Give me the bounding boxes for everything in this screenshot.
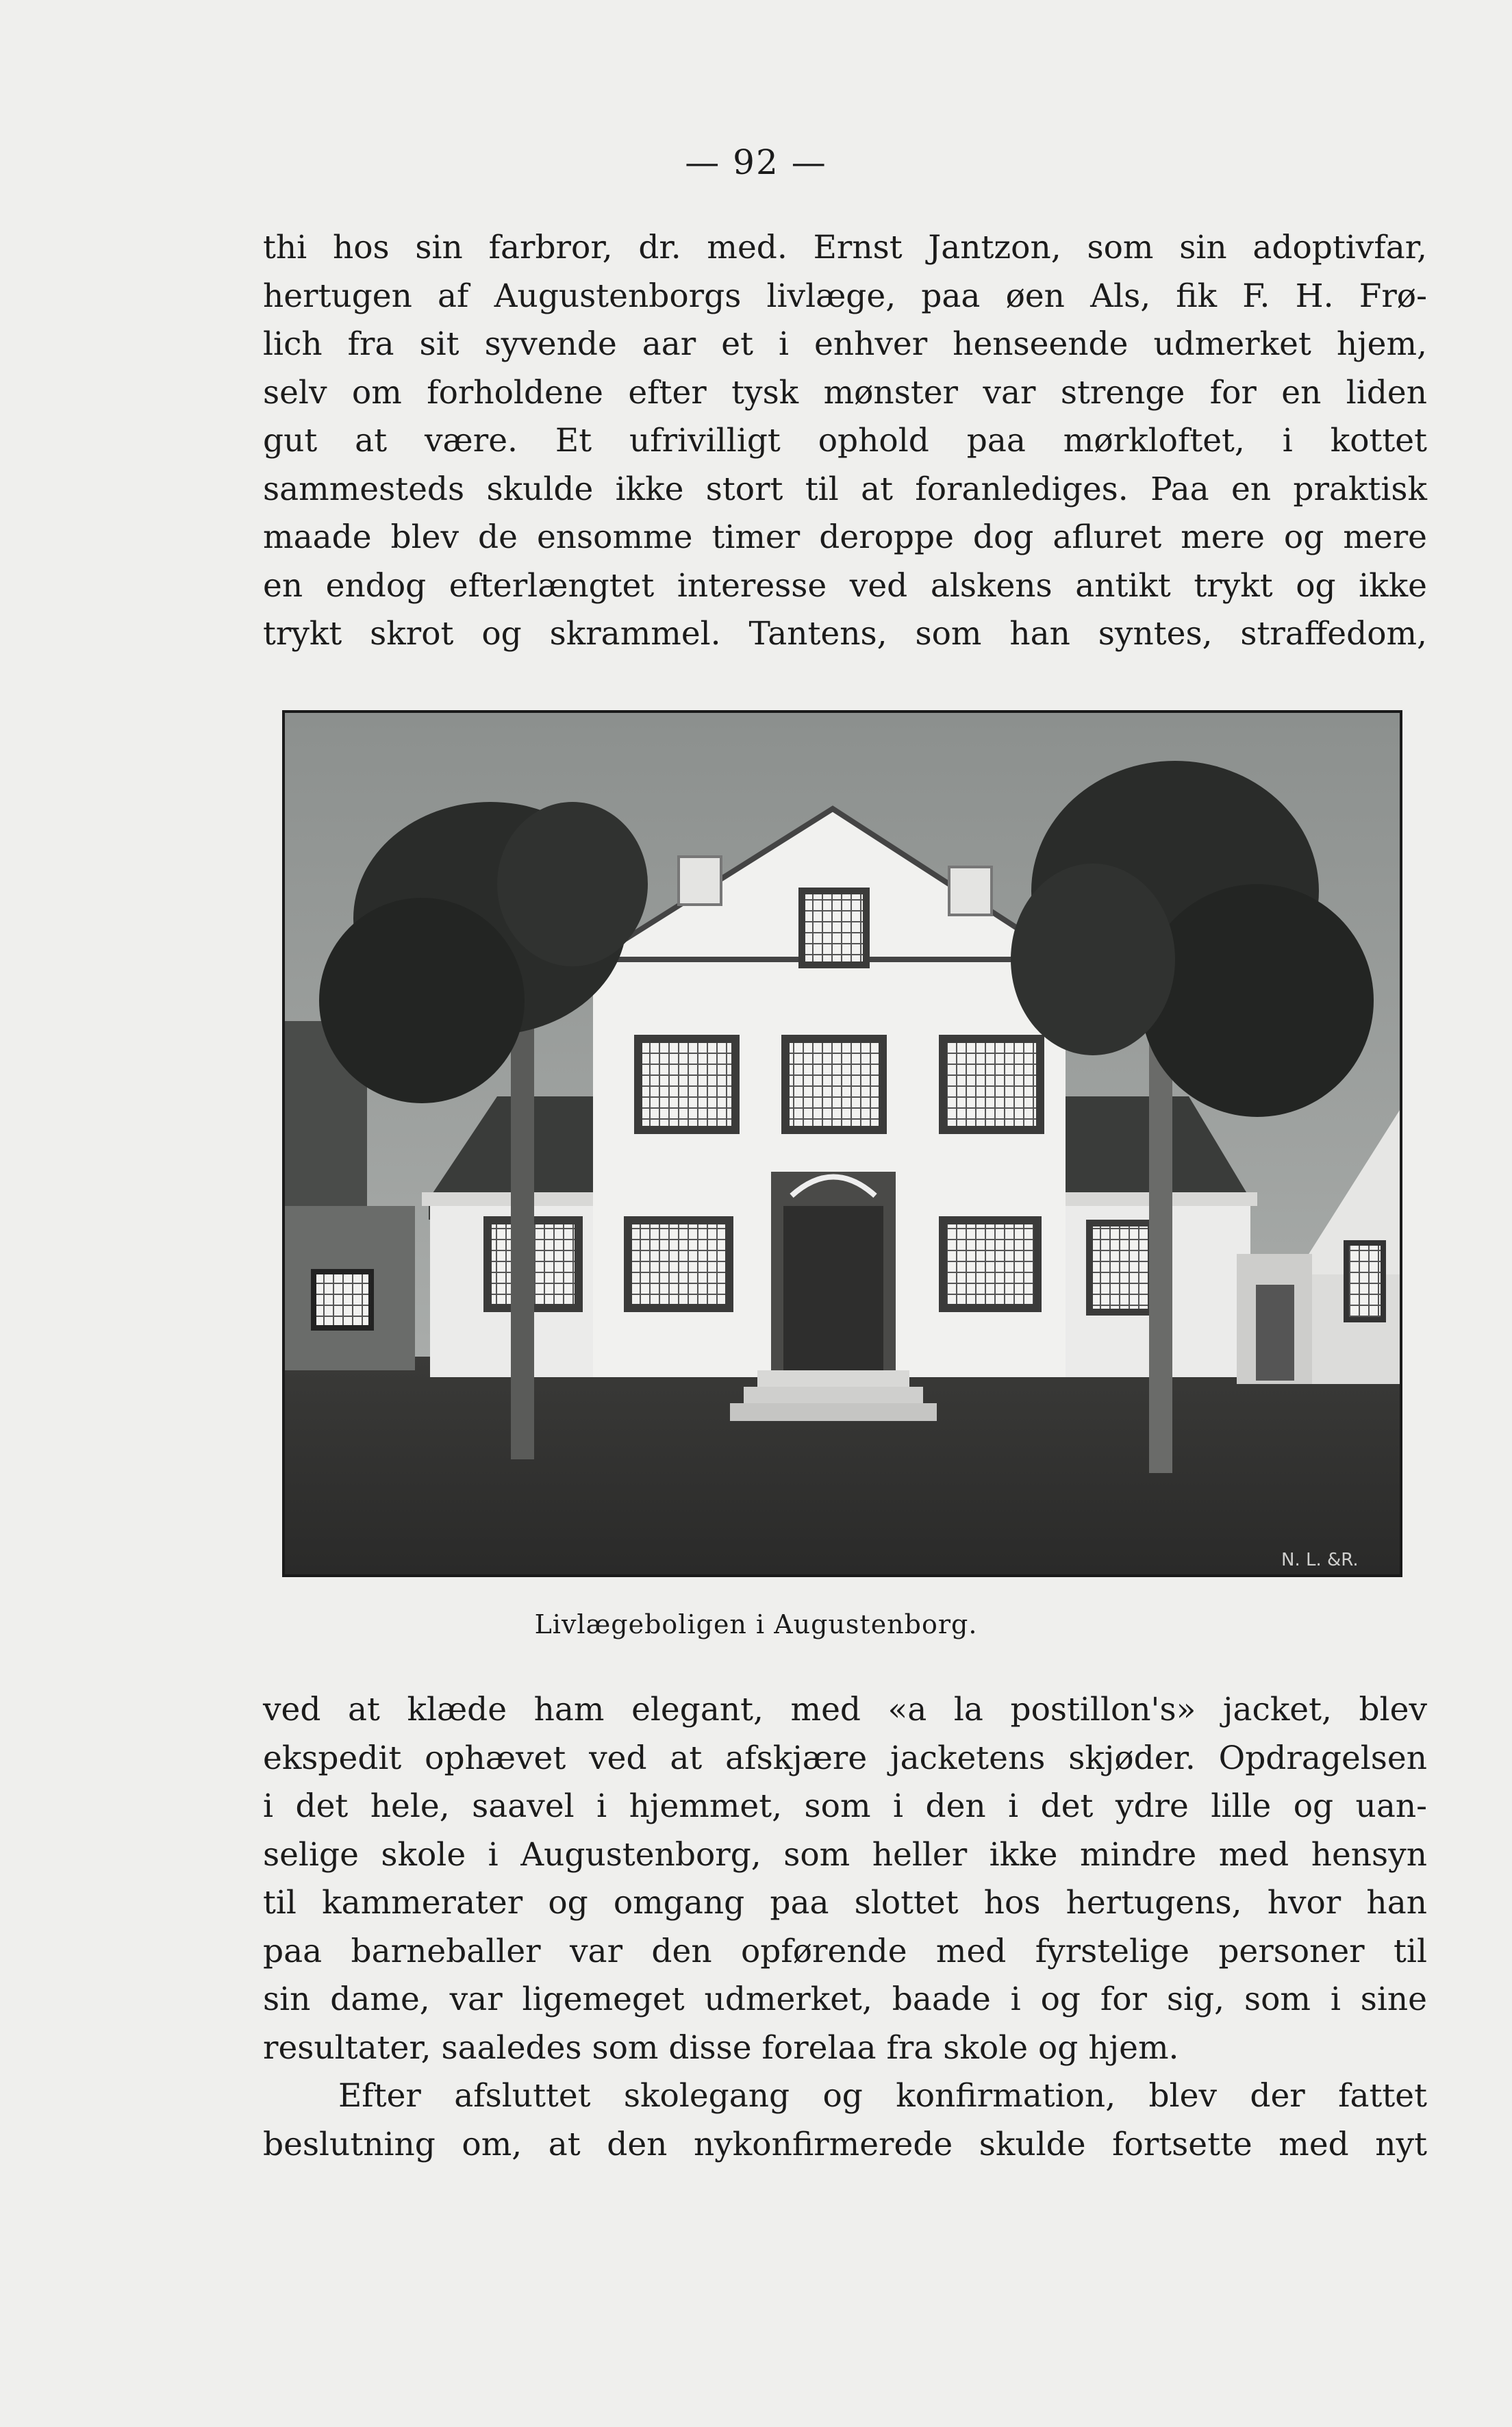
- bottom-paragraph: [263, 1686, 1427, 2169]
- page-number: — 92 —: [685, 142, 827, 182]
- text-line: lich fra sit syvende aar et i enhver henseende udmerket hjem,: [263, 325, 1427, 363]
- text-line: ekspedit ophævet ved at afskjære jacketens skjøder. Opdragelsen: [263, 1739, 1427, 1777]
- text-line: selv om forholdene efter tysk mønster var strenge for en liden: [263, 373, 1427, 412]
- text-line: selige skole i Augustenborg, som heller ikke mindre med hensyn: [263, 1835, 1427, 1874]
- text-line: sammesteds skulde ikke stort til at foranlediges. Paa en praktisk: [263, 470, 1427, 508]
- figure-caption: Livlægeboligen i Augustenborg.: [534, 1609, 978, 1639]
- text-line: Efter afsluttet skolegang og konfirmation, blev der fattet: [338, 2077, 1427, 2115]
- text-line: ved at klæde ham elegant, med «a la postillon's» jacket, blev: [263, 1691, 1427, 1728]
- text-line: til kammerater og omgang paa slottet hos hertugens, hvor han: [263, 1884, 1427, 1922]
- house-illustration: [282, 710, 1402, 1577]
- text-line: beslutning om, at den nykonfirmerede skulde fortsette med nyt: [263, 2125, 1427, 2163]
- top-paragraph: [263, 224, 1427, 659]
- text-line: en endog efterlængtet interesse ved alskens antikt trykt og ikke: [263, 566, 1427, 605]
- text-line: maade blev de ensomme timer deroppe dog afluret mere og mere: [263, 518, 1427, 556]
- text-line: thi hos sin farbror, dr. med. Ernst Jantzon, som sin adoptivfar,: [263, 229, 1427, 266]
- text-line: hertugen af Augustenborgs livlæge, paa øen Als, fik F. H. Frø-: [263, 277, 1427, 315]
- text-line: paa barneballer var den opførende med fyrstelige personer til: [263, 1932, 1427, 1970]
- house-picture: [285, 713, 1400, 1574]
- text-line: gut at være. Et ufrivilligt ophold paa mørkloftet, i kottet: [263, 422, 1427, 460]
- text-line: i det hele, saavel i hjemmet, som i den i det ydre lille og uan-: [263, 1787, 1427, 1825]
- text-line: resultater, saaledes som disse forelaa fra skole og hjem.: [263, 2028, 1179, 2067]
- text-line: sin dame, var ligemeget udmerket, baade i og for sig, som i sine: [263, 1980, 1427, 2018]
- engraver-signature: N. L. &R.: [1281, 1550, 1359, 1570]
- text-line: trykt skrot og skrammel. Tantens, som han syntes, straffedom,: [263, 615, 1427, 653]
